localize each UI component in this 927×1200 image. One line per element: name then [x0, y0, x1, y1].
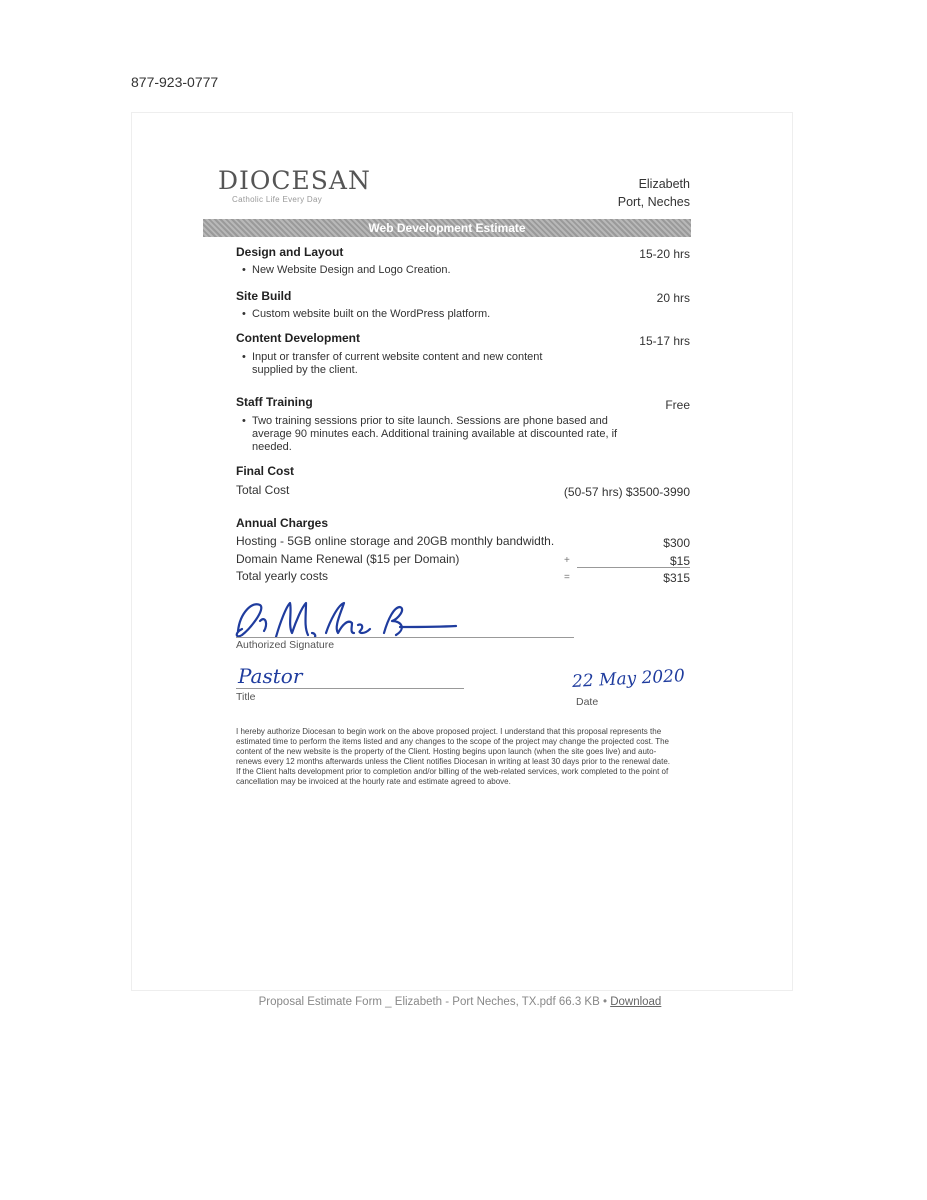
section-title-training: Staff Training [236, 395, 313, 409]
section-hours-build: 20 hrs [656, 291, 690, 305]
section-bullet-training: • Two training sessions prior to site launch. Sessions are phone based and average 90 minutes each. Additional training available at discounted rate, if needed. [252, 415, 642, 454]
client-line-1: Elizabeth [638, 177, 690, 191]
section-title-content: Content Development [236, 331, 361, 345]
title-line [236, 688, 464, 689]
annual-charges-title: Annual Charges [236, 516, 329, 530]
annual-row-total-operator: = [564, 572, 570, 583]
phone-number: 877-923-0777 [131, 74, 219, 90]
section-bullet-design: • New Website Design and Logo Creation. [252, 264, 582, 277]
date-label: Date [576, 696, 599, 708]
section-bullet-build: • Custom website built on the WordPress platform. [252, 308, 582, 321]
logo-tagline: Catholic Life Every Day [232, 195, 323, 204]
signature-line [236, 637, 574, 638]
attachment-filename: Proposal Estimate Form _ Elizabeth - Port Neches, TX.pdf 66.3 KB [258, 996, 600, 1008]
authorization-terms: I hereby authorize Diocesan to begin work on the above proposed project. I understand that this proposal represents the estimated time to perform the items listed and any changes to the scope of the project may change the projected cost. The content of the new website is the property of the Client. Hosting begins upon launch (when the site goes live) and auto-renews every 12 months afterwards unless the Client notifies Diocesan in writing at least 30 days prior to the renewal date. If the Client halts development prior to completion and/or billing of the web-related services, work completed to the point of cancellation may be invoiced at the hourly rate and estimate agreed to above. [236, 727, 670, 786]
section-title-design: Design and Layout [236, 245, 344, 259]
client-line-2: Port, Neches [617, 195, 690, 209]
section-hours-content: 15-17 hrs [639, 334, 690, 348]
diocesan-logo [218, 167, 371, 204]
title-handwritten: Pastor [238, 664, 303, 688]
download-link[interactable]: Download [610, 996, 662, 1008]
section-bullet-content: • Input or transfer of current website content and new content supplied by the client. [252, 351, 582, 377]
annual-row-domain-label: Domain Name Renewal ($15 per Domain) [236, 552, 460, 566]
annual-row-total-label: Total yearly costs [236, 569, 329, 583]
final-cost-title: Final Cost [236, 464, 295, 478]
client-location [618, 175, 690, 211]
estimate-banner: Web Development Estimate [203, 219, 691, 237]
logo-wordmark: DIOCESAN [218, 166, 371, 195]
annual-row-domain-amount: $15 [669, 554, 690, 568]
annual-row-hosting-amount: $300 [663, 536, 690, 550]
annual-row-hosting-label: Hosting - 5GB online storage and 20GB monthly bandwidth. [236, 534, 555, 548]
section-title-build: Site Build [236, 289, 292, 303]
annual-row-total-amount: $315 [663, 571, 690, 585]
estimate-page [131, 112, 793, 991]
total-cost-value: (50-57 hrs) $3500-3990 [563, 485, 690, 499]
section-hours-design: 15-20 hrs [639, 247, 690, 261]
attachment-footer [0, 996, 920, 1008]
footer-separator: • [602, 996, 607, 1008]
section-hours-training: Free [665, 398, 690, 412]
title-label: Title [236, 691, 256, 703]
annual-row-domain-operator: + [564, 555, 570, 566]
authorized-signature-label: Authorized Signature [236, 639, 335, 651]
date-handwritten: 22 May 2020 [571, 666, 686, 692]
total-cost-label: Total Cost [236, 483, 290, 497]
